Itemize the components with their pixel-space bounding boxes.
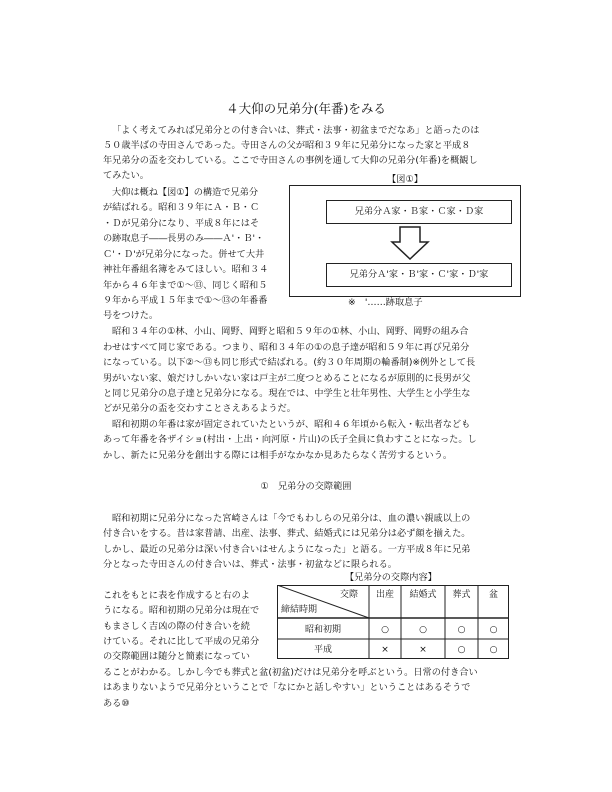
section-heading: ① 兄弟分の交際範囲 [260,481,352,492]
para2-line: 神社年番組名簿をみてほしい。昭和３４ [103,264,269,275]
para3-line: あって年番を各ザイショ(村出・上出・向河原・片山)の氏子全員に負わすことになった。し [103,434,477,445]
table-cell: ○ [419,625,427,635]
para2-line: 号をつけた。 [103,310,159,321]
para3-line: かし、新たに兄弟分を創出する際には相手がなかなか見あたらなく苦労するという。 [103,450,453,461]
para3-line: わせはすべて同じ家である。つまり、昭和３４年の①の息子達が昭和５９年に再び兄弟分 [103,342,470,353]
para2-line: の跡取息子――長男のみ――Ａ'・Ｂ'・ [103,233,265,244]
table-label: 【兄弟分の交際内容】 [345,572,437,583]
para5-line: ることがわかる。しかし今でも葬式と盆(初盆)だけは兄弟分を呼ぶという。日常の付き合い [103,667,478,678]
table-header: 盆 [488,590,498,600]
table-cell: ○ [489,645,498,655]
para5-line: これをもとに表を作成すると右のよ [103,590,250,601]
para5-line: の交際範囲は随分と簡素になってい [103,651,250,662]
para5-line: ある⑩ [103,698,130,709]
intro-line: ５０歳半ばの寺田さんであった。寺田さんの父が昭和３９年に兄弟分になった家と平成８ [103,140,471,151]
figure-box-sons: 兄弟分Ａ'家・Ｂ'家・Ｃ'家・Ｄ'家 [326,263,512,287]
intro-line: 年兄弟分の盃を交わしている。ここで寺田さんの事例を通して大仰の兄弟分(年番)を概観し [103,155,478,166]
para3-line: になっている。以下②〜⑬も同じ形式で結ばれる。(約３０年周期の輪番制)※例外として長 [103,357,476,368]
para5-line: うになる。昭和初期の兄弟分は現在で [103,605,260,616]
para3-line: 男がいない家、娘だけしかいない家は戸主が二度つとめることになるが原則的に長男が父 [103,373,471,384]
table-cell: × [381,645,389,655]
figure-note: ※ '……跡取息子 [348,297,423,308]
para5-line: もまさしく吉凶の際の付き合いを続 [103,621,250,632]
para5-line: けている。それに比して平成の兄弟分 [103,636,260,647]
para3-line: どが兄弟分の盃を交わすことさえあるようだ。 [103,403,296,414]
figure-label: 【図①】 [387,174,423,185]
table-corner-bottom: 締結時期 [281,605,318,615]
intro-line: 「よく考えてみれば兄弟分との付き合いは、葬式・法事・初盆までだなあ」と語ったのは [112,125,480,136]
table-cell: × [419,645,427,655]
para2-line: Ｃ'・Ｄ'が兄弟分になった。併せて大井 [103,249,265,260]
table-row-label: 昭和初期 [304,625,341,635]
para4-line: 分となった寺田さんの付き合いは、葬式・法事・初盆などに限られる。 [103,559,397,570]
table-header: 結婚式 [409,590,437,600]
figure-box-parents: 兄弟分Ａ家・Ｂ家・Ｃ家・Ｄ家 [326,200,512,224]
table-cell: ○ [457,645,466,655]
table-row-label: 平成 [313,645,332,655]
para2-line: ・Ｄが兄弟分になり、平成８年にはそ [103,218,260,229]
table-cell: ○ [489,625,498,635]
table-corner-top: 交際 [339,590,358,600]
para2-line: 大仰は概ね【図①】の構造で兄弟分 [112,187,259,198]
down-arrow-icon [390,226,430,260]
para4-line: しかし、最近の兄弟分は深い付き合いはせんようになった」と語る。一方平成８年に兄弟 [103,544,471,555]
para4-line: 昭和初期に兄弟分になった宮崎さんは「今でもわしらの兄弟分は、血の濃い親戚以上の [112,513,471,524]
page-title: ４大仰の兄弟分(年番)をみる [226,101,386,116]
para2-line: が結ばれる。昭和３９年にＡ・Ｂ・Ｃ [103,202,260,213]
table-header: 葬式 [452,590,471,600]
para4-line: 付き合いをする。昔は家普請、出産、法事、葬式、結婚式には兄弟分は必ず顔を揃えた。 [103,528,471,539]
para3-line: と同じ兄弟分の息子達と兄弟分になる。現在では、中学生と壮年男性、大学生と小学生な [103,388,471,399]
para3-line: 昭和初期の年番は家が固定されていたというが、昭和４６年頃から転入・転出者なども [112,419,471,430]
intro-line: てみたい。 [103,170,149,181]
para2-line: ９年から平成１５年まで①〜⑬の年番番 [103,295,268,306]
table-cell: ○ [457,625,466,635]
para2-line: 年から４６年まで①〜⑬、同じく昭和５ [103,280,268,291]
para5-line: はあまりないようで兄弟分ということで「なにかと話しやすい」ということはあるそうで [103,682,471,693]
table-header: 出産 [375,590,394,600]
table-cell: ○ [381,625,389,635]
para3-line: 昭和３４年の①林、小山、岡野、岡野と昭和５９年の①林、小山、岡野、岡野の組み合 [112,326,469,337]
